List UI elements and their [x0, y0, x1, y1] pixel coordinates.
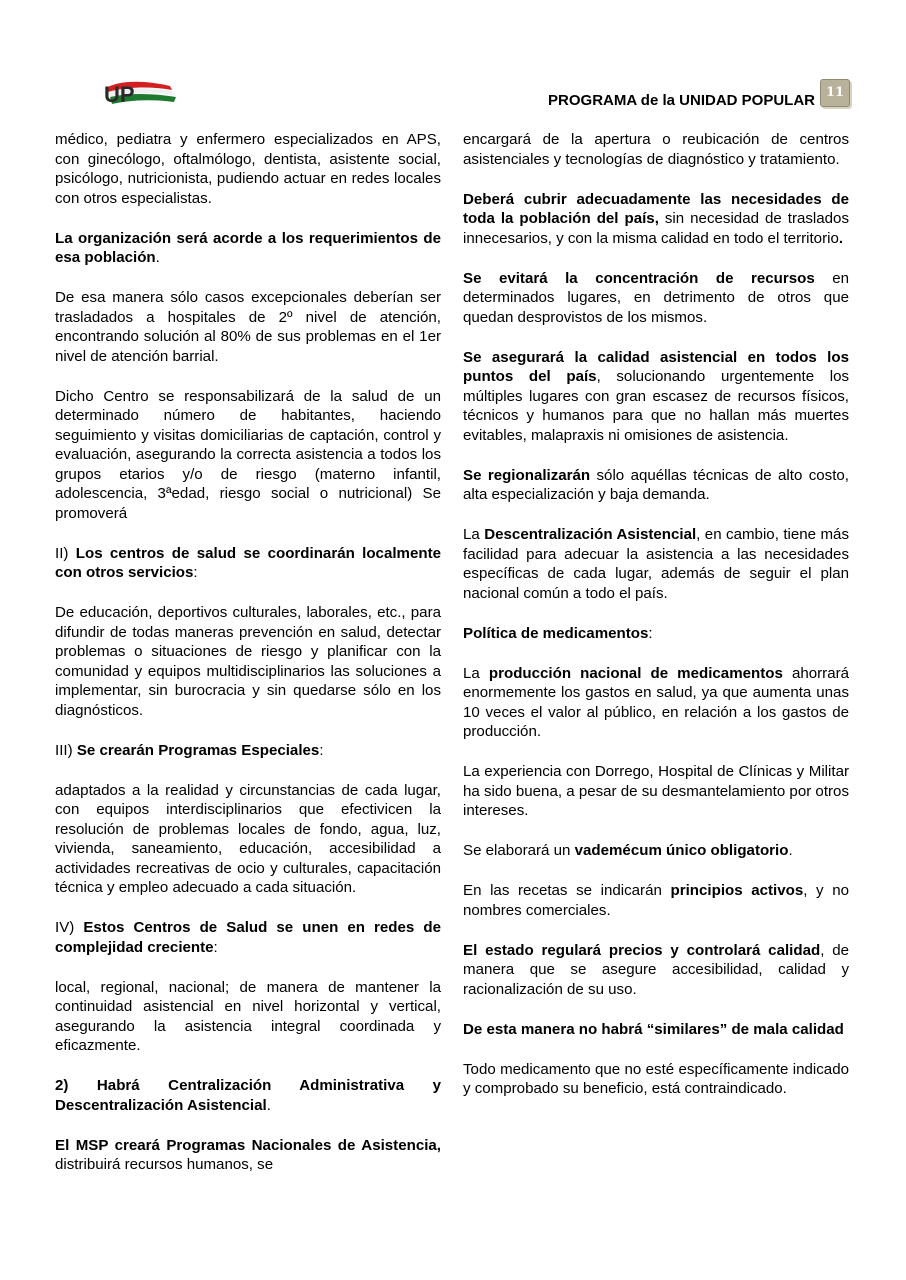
text-run: sin necesidad de traslados innecesarios, y con la misma calidad en todo el territorio [463, 210, 849, 247]
bold-text: Estos Centros de Salud se unen en redes de complejidad creciente [55, 919, 441, 956]
bold-text: Deberá cubrir adecuadamente las necesidades de toda la población del país, [463, 190, 849, 227]
bold-text: Política de medicamentos [463, 624, 649, 642]
paragraph [55, 741, 441, 761]
text-run: Se elaborará un [463, 842, 575, 859]
paragraph [463, 941, 849, 1000]
bold-text: Los centros de salud se coordinarán localmente con otros servicios [55, 544, 441, 581]
text-run: En las recetas se indicarán [463, 882, 671, 899]
paragraph [55, 603, 441, 720]
text-run: De educación, deportivos culturales, laborales, etc., para difundir de todas maneras prevención en salud, detectar problemas o situaciones de riesgo y planificar con la comunidad y equipos multidisciplinarios las soluciones a implementar, sin burocracia y sin quedarse sólo en los diagnósticos. [55, 604, 441, 719]
paragraph [463, 1060, 849, 1099]
text-run: , solucionando urgentemente los múltiples lugares con gran escasez de recursos físicos, técnicos y humanos para que no hallan más muertes evitables, malapraxis ni omisiones de asistencia. [463, 368, 850, 444]
text-run: , y no nombres comerciales. [463, 882, 849, 919]
text-run: distribuirá recursos humanos, se [55, 1156, 274, 1173]
bold-text: . [838, 229, 844, 247]
bold-text: La organización será acorde a los requerimientos de esa población [55, 229, 441, 266]
text-run: De esa manera sólo casos excepcionales deberían ser trasladados a hospitales de 2º nivel de atención, encontrando solución al 80% de sus problemas en el 1er nivel de atención barrial. [55, 289, 441, 365]
left-text-column [55, 130, 441, 1195]
text-run: . [266, 1096, 271, 1114]
paragraph [55, 288, 441, 366]
text-run: : [648, 624, 653, 642]
bold-text: El MSP creará Programas Nacionales de Asistencia, [55, 1136, 441, 1154]
paragraph [463, 664, 849, 742]
bold-text: 2) Habrá Centralización Administrativa y Descentralización Asistencial [55, 1077, 441, 1114]
text-run: Todo medicamento que no esté específicamente indicado y comprobado su beneficio, está contraindicado. [463, 1060, 849, 1097]
paragraph [55, 130, 441, 208]
text-run: III) [55, 741, 77, 759]
paragraph [463, 881, 849, 920]
unidad-popular-logo [100, 78, 180, 110]
right-text-column [463, 130, 849, 1119]
text-run: IV) [55, 919, 84, 936]
paragraph [55, 1076, 441, 1115]
bold-text: El estado regulará precios y controlará calidad [463, 941, 821, 959]
text-run: sólo aquéllas técnicas de alto costo, alta especialización y baja demanda. [463, 466, 849, 503]
bold-text: Se asegurará la calidad asistencial en todos los puntos del país [463, 348, 849, 385]
bold-text: Se regionalizarán [463, 466, 591, 484]
paragraph [55, 387, 441, 524]
text-run: médico, pediatra y enfermero especializados en APS, con ginecólogo, oftalmólogo, dentista, asistente social, psicólogo, nutricionista, pudiendo actuar en redes locales con otros especialistas. [55, 131, 441, 207]
text-run: adaptados a la realidad y circunstancias de cada lugar, con equipos interdisciplinarios que efectivicen la resolución de problemas locales de fondo, agua, luz, vivienda, saneamiento, educación, accesibilidad a actividades recreativas de ocio y culturales, capacitación técnica y empleo adecuado a cada situación. [55, 781, 441, 896]
bold-text: vademécum único obligatorio [574, 842, 789, 859]
paragraph [463, 269, 849, 328]
text-run: local, regional, nacional; de manera de mantener la continuidad asistencial en nivel horizontal y vertical, asegurando la asistencia integral coordinada y eficazmente. [55, 978, 441, 1054]
paragraph [463, 1020, 849, 1040]
paragraph [55, 229, 441, 268]
text-run: : [213, 938, 218, 956]
text-run: , de manera que se asegure accesibilidad, calidad y racionalización de su uso. [463, 941, 849, 998]
paragraph [463, 348, 849, 446]
paragraph [55, 544, 441, 583]
text-run: Dicho Centro se responsabilizará de la salud de un determinado número de habitantes, haciendo seguimiento y visitas domiciliarias de captación, control y evaluación, asegurando la correcta asistencia a todos los grupos etarios y/o de riesgo (materno infantil, adolescencia, 3ªedad, riesgo social o nutricional) Se promoverá [55, 387, 441, 522]
paragraph [463, 762, 849, 821]
text-run: : [193, 564, 198, 581]
text-run: en determinados lugares, en detrimento de otros que quedan desprovistos de los mismos. [463, 269, 849, 326]
bold-text: principios activos [670, 882, 804, 899]
text-run: II) [55, 544, 76, 562]
bold-text: Se crearán Programas Especiales [76, 741, 320, 759]
paragraph [55, 781, 441, 898]
text-run: ahorrará enormemente los gastos en salud, ya que aumenta unas 10 veces el valor al público, en relación a los gastos de producción. [463, 664, 850, 740]
paragraph [463, 130, 849, 169]
bold-text: De esta manera no habrá “similares” de mala calidad [463, 1020, 844, 1038]
paragraph [55, 1136, 441, 1175]
bold-text: Se evitará la concentración de recursos [463, 269, 815, 287]
text-run: encargará de la apertura o reubicación de centros asistenciales y tecnologías de diagnóstico y tratamiento. [463, 131, 849, 168]
page-number-badge: 11 [820, 79, 850, 107]
paragraph [55, 978, 441, 1056]
paragraph [463, 624, 849, 644]
document-title: PROGRAMA de la UNIDAD POPULAR [548, 92, 815, 109]
text-run: La experiencia con Dorrego, Hospital de Clínicas y Militar ha sido buena, a pesar de su desmantelamiento por otros intereses. [463, 763, 849, 819]
paragraph [463, 466, 849, 505]
paragraph [463, 525, 849, 603]
svg-text:UP: UP [104, 82, 135, 107]
text-run: La [463, 664, 489, 682]
bold-text: Descentralización Asistencial [484, 526, 697, 543]
paragraph [55, 918, 441, 957]
text-run: : [319, 741, 324, 759]
text-run: . [155, 249, 160, 266]
bold-text: producción nacional de medicamentos [488, 664, 783, 682]
paragraph [463, 190, 849, 249]
text-run: . [788, 842, 793, 859]
paragraph [463, 841, 849, 861]
text-run: , en cambio, tiene más facilidad para adecuar la asistencia a las necesidades específicas de cada lugar, además de seguir el plan nacional común a todo el país. [463, 526, 850, 602]
text-run: La [463, 526, 485, 543]
